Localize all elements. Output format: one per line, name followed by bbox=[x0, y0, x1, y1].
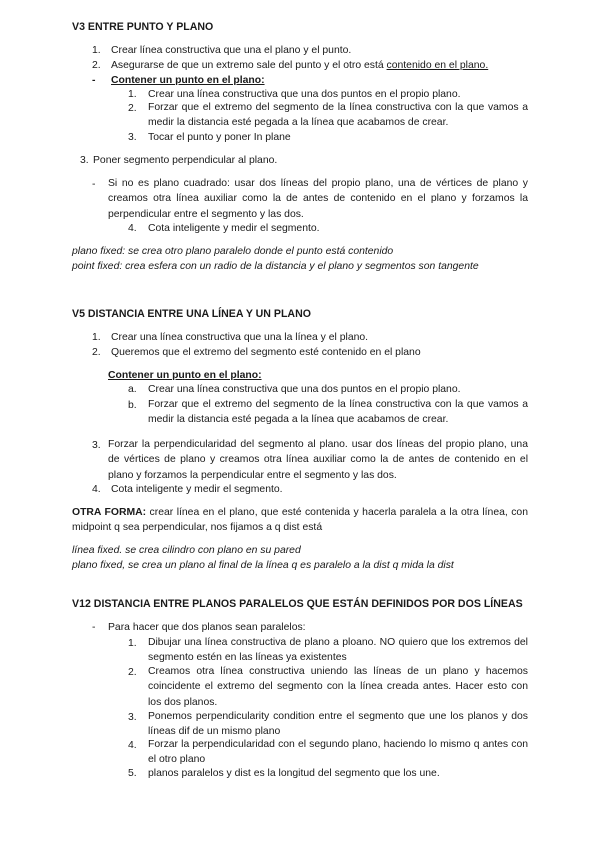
list-number: 2. bbox=[128, 667, 137, 678]
list-number: 3. bbox=[128, 712, 137, 723]
list-number: 2. bbox=[92, 347, 101, 358]
section-title-v3: V3 ENTRE PUNTO Y PLANO bbox=[72, 21, 214, 33]
list-number: 4. bbox=[92, 484, 101, 495]
list-number: 4. bbox=[128, 740, 137, 751]
list-item: Ponemos perpendicularity condition entre el segmento que une los planos y dos líneas dif de un mismo plano bbox=[148, 711, 528, 738]
list-number: 1. bbox=[92, 332, 101, 343]
list-number: 1. bbox=[128, 89, 137, 100]
list-item: Dibujar una línea constructiva de plano a ploano. NO quiero que los extremos del segmento estén en las líneas ya existentes bbox=[148, 637, 528, 664]
list-item: planos paralelos y dist es la longitud del segmento que los une. bbox=[148, 768, 440, 779]
otra-forma-label: OTRA FORMA: bbox=[72, 507, 147, 518]
list-item: Forzar que el extremo del segmento de la línea constructiva con la que vamos a medir la distancia esté pegada a la línea que acabamos de crear. bbox=[148, 399, 528, 426]
list-dash: - bbox=[92, 622, 96, 633]
list-item: Crear una línea constructiva que una dos puntos en el propio plano. bbox=[148, 384, 461, 395]
sub-heading: Contener un punto en el plano: bbox=[108, 370, 262, 381]
list-item: Queremos que el extremo del segmento esté contenido en el plano bbox=[111, 347, 421, 358]
otra-forma-text: crear línea en el plano, que esté contenida y hacerla paralela a la otra línea, con midpoint q sea perpendicular, nos fijamos a q dist está bbox=[72, 507, 528, 534]
list-item bbox=[111, 59, 488, 73]
list-number: 4. bbox=[128, 223, 137, 234]
otra-forma-paragraph bbox=[72, 505, 528, 536]
list-item: Forzar la perpendicularidad del segmento al plano. usar dos líneas del propio plano, una de vértices de plano y creamos otra línea auxiliar como la de antes de contenido en el plano y forzamos la perpendicular entre el segmento y las dos. bbox=[108, 439, 528, 481]
italic-note: point fixed: crea esfera con un radio de la distancia y el plano y segmentos son tangente bbox=[72, 261, 479, 272]
list-item: Poner segmento perpendicular al plano. bbox=[93, 155, 278, 166]
list-number: 5. bbox=[128, 768, 137, 779]
sub-heading: Contener un punto en el plano: bbox=[111, 75, 265, 86]
list-item: Cota inteligente y medir el segmento. bbox=[148, 223, 320, 234]
list-item: Crear una línea constructiva que una dos puntos en el propio plano. bbox=[148, 89, 461, 100]
list-item: Cota inteligente y medir el segmento. bbox=[111, 484, 283, 495]
list-item: Forzar la perpendicularidad con el segundo plano, haciendo lo mismo q antes con el otro plano bbox=[148, 739, 528, 766]
list-number: 3. bbox=[92, 440, 101, 451]
list-item: Tocar el punto y poner In plane bbox=[148, 132, 291, 143]
list-item: Crear una línea constructiva que una la línea y el plano. bbox=[111, 332, 369, 343]
list-number: 3. bbox=[80, 155, 89, 166]
section-title-v5: V5 DISTANCIA ENTRE UNA LÍNEA Y UN PLANO bbox=[72, 308, 311, 320]
italic-note: línea fixed. se crea cilindro con plano en su pared bbox=[72, 545, 301, 556]
list-number: 2. bbox=[92, 60, 101, 71]
italic-note: plano fixed: se crea otro plano paralelo donde el punto está contenido bbox=[72, 246, 394, 257]
italic-note: plano fixed, se crea un plano al final de la línea q es paralelo a la dist q mida la dist bbox=[72, 560, 454, 571]
list-number: 2. bbox=[128, 103, 137, 114]
list-number: 1. bbox=[92, 45, 101, 56]
list-number: 1. bbox=[128, 638, 137, 649]
section-title-v12: V12 DISTANCIA ENTRE PLANOS PARALELOS QUE ESTÁN DEFINIDOS POR DOS LÍNEAS bbox=[72, 598, 523, 610]
list-item: Crear línea constructiva que una el plano y el punto. bbox=[111, 45, 352, 56]
list-dash: - bbox=[92, 179, 96, 190]
list-letter: b. bbox=[128, 400, 137, 411]
list-item: Para hacer que dos planos sean paralelos: bbox=[108, 622, 306, 633]
list-item: Creamos otra línea constructiva uniendo las líneas de un plano y hacemos coincidente el extremo del segmento con la línea creada antes. Hacer esto con los dos planos. bbox=[148, 666, 528, 708]
list-item: Forzar que el extremo del segmento de la línea constructiva con la que vamos a medir la distancia esté pegada a la línea que acabamos de crear. bbox=[148, 102, 528, 129]
underlined-text: contenido en el plano. bbox=[386, 60, 489, 71]
list-number: 3. bbox=[128, 132, 137, 143]
note-paragraph: Si no es plano cuadrado: usar dos líneas del propio plano, una de vértices de plano y creamos otra línea auxiliar como la de antes de contenido en el plano y forzamos la perpendicular entre el segmento y las dos. bbox=[108, 178, 528, 220]
list-item-text: Asegurarse de que un extremo sale del punto y el otro está bbox=[111, 60, 387, 71]
list-letter: a. bbox=[128, 384, 137, 395]
list-dash: - bbox=[92, 75, 96, 86]
